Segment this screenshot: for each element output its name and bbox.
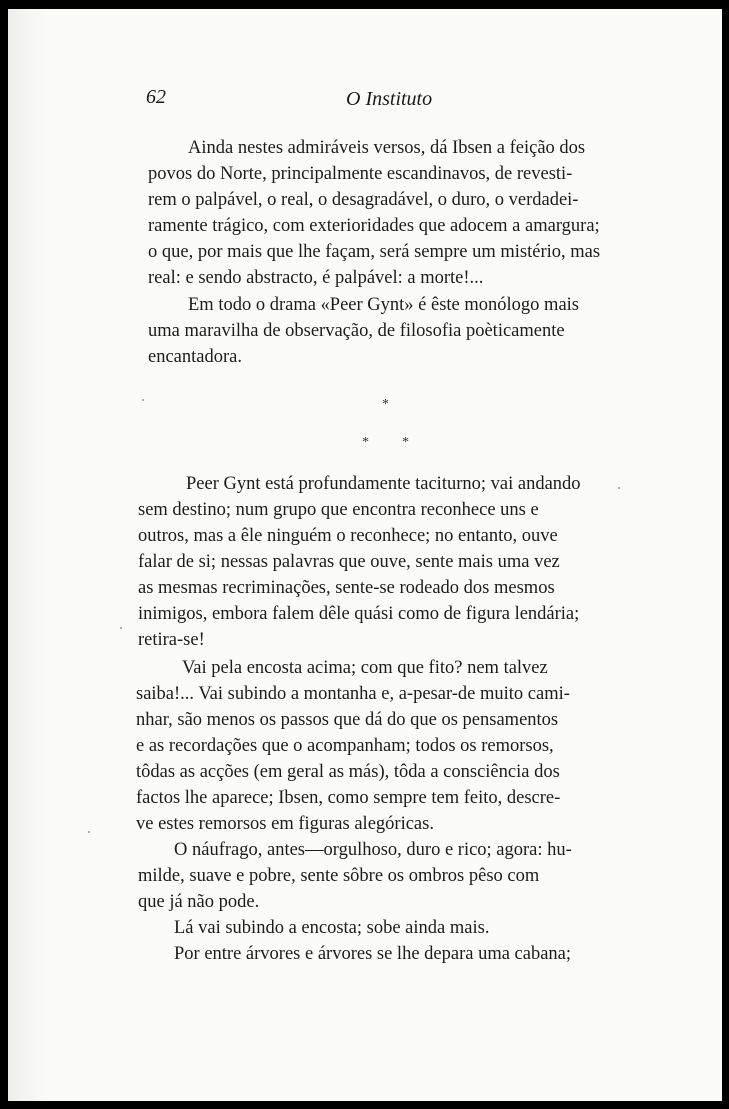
text-line: encantadora. [148, 347, 242, 367]
page-header [146, 84, 626, 114]
text-line: outros, mas a êle ninguém o reconhece; no entanto, ouve [138, 526, 558, 546]
scan-speck [88, 831, 90, 833]
text-line: as mesmas recriminações, sente-se rodeado dos mesmos [138, 578, 555, 598]
asterisk: * [382, 397, 389, 412]
text-line: ramente trágico, com exterioridades que adocem a amargura; [148, 216, 600, 236]
scan-speck [618, 487, 620, 489]
text-line: Peer Gynt está profundamente taciturno; vai andando [186, 474, 581, 494]
text-line: retira-se! [138, 630, 205, 650]
text-line: Vai pela encosta acima; com que fito? nem talvez [182, 658, 548, 678]
text-line: inimigos, embora falem dêle quási como de figura lendária; [138, 604, 580, 624]
text-line: factos lhe aparece; Ibsen, como sempre tem feito, descre- [136, 788, 561, 808]
text-line: que já não pode. [138, 892, 260, 912]
text-line: e as recordações que o acompanham; todos os remorsos, [136, 736, 554, 756]
text-line: falar de si; nessas palavras que ouve, sente mais uma vez [138, 552, 560, 572]
text-line: Em todo o drama «Peer Gynt» é êste monólogo mais [188, 295, 579, 315]
text-line: povos do Norte, principalmente escandinavos, de revesti- [148, 164, 573, 184]
text-line: sem destino; num grupo que encontra reconhece uns e [138, 500, 539, 520]
text-line: o que, por mais que lhe façam, será sempre um mistério, mas [148, 242, 601, 262]
asterisk: * [402, 435, 409, 450]
asterisk: * [362, 435, 369, 450]
text-line: nhar, são menos os passos que dá do que os pensamentos [136, 710, 559, 730]
text-line: ve estes remorsos em figuras alegóricas. [136, 814, 434, 834]
text-line: real: e sendo abstracto, é palpável: a morte!... [148, 268, 484, 288]
text-line: Por entre árvores e árvores se lhe depara uma cabana; [174, 944, 572, 964]
scan-shadow [8, 9, 48, 1101]
page-number: 62 [146, 86, 166, 108]
text-line: Ainda nestes admiráveis versos, dá Ibsen a feição dos [188, 138, 586, 158]
text-line: Lá vai subindo a encosta; sobe ainda mais. [174, 918, 490, 938]
text-line: O náufrago, antes—orgulhoso, duro e rico; agora: hu- [174, 840, 572, 860]
text-line: saiba!... Vai subindo a montanha e, a-pesar-de muito cami- [136, 684, 570, 704]
scan-speck [120, 627, 122, 629]
text-line: milde, suave e pobre, sente sôbre os ombros pêso com [138, 866, 540, 886]
text-line: tôdas as acções (em geral as más), tôda a consciência dos [136, 762, 560, 782]
text-line: uma maravilha de observação, de filosofia poèticamente [148, 321, 565, 341]
scan-speck [142, 399, 144, 401]
text-line: rem o palpável, o real, o desagradável, o duro, o verdadei- [148, 190, 579, 210]
book-page [8, 9, 722, 1101]
running-title: O Instituto [346, 88, 433, 110]
